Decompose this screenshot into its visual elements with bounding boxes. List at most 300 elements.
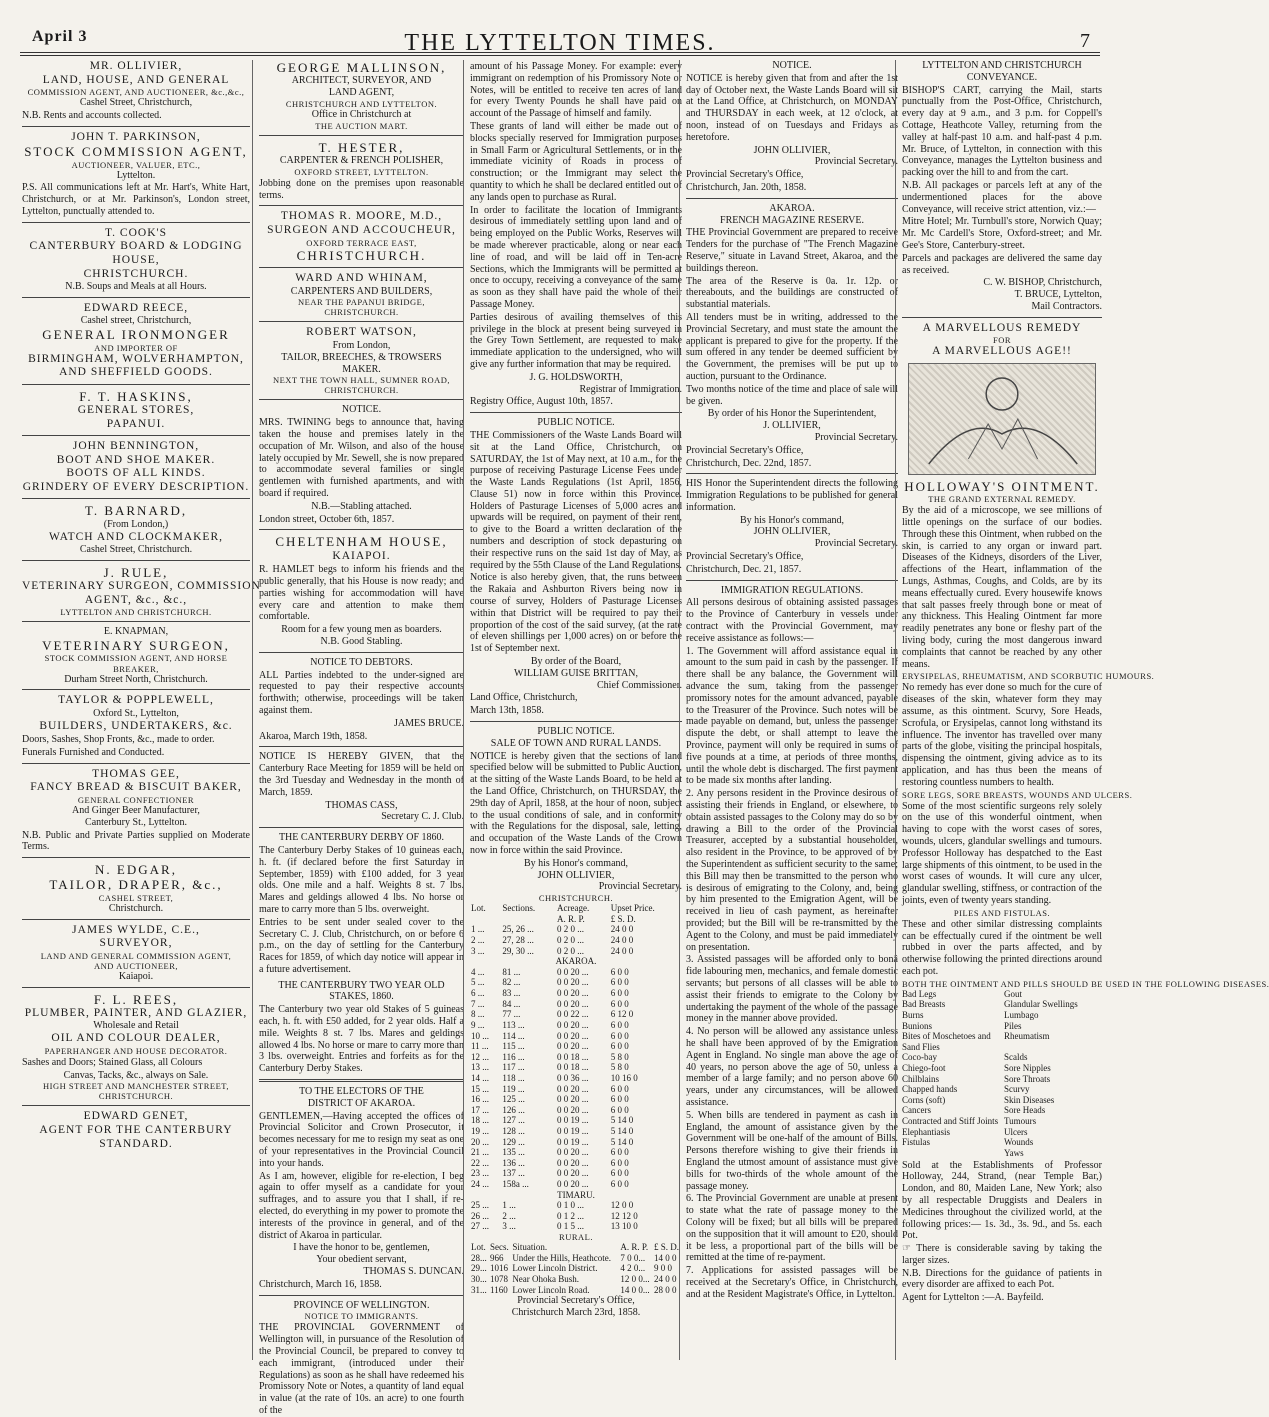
table-cell: 966: [490, 1252, 504, 1263]
divider: [259, 1079, 464, 1082]
regulation-item: 7. Applications for assisted passages will be received at the Secretary's Office, in Christchurch, and at the Resident Magistrate's Office, in Lyttelton.: [686, 1265, 898, 1300]
ad-line: Christchurch.: [108, 902, 164, 914]
table-cell: 0 2 0 ...: [556, 935, 584, 946]
ad-mallinson: [259, 60, 464, 131]
disease-item: Gout: [1004, 988, 1022, 999]
divider: [22, 621, 250, 622]
notice-body: Mitre Hotel; Mr. Turnbull's store, Norwich Quay; Mr. Mc Cardell's Store, Oxford-street; and Mr. Gee's Store, Canterbury-street.: [902, 216, 1102, 251]
notice-signature: Mail Contractors.: [1031, 300, 1102, 312]
notice-signature: THOMAS CASS,: [325, 799, 398, 811]
notice-signature: J. G. HOLDSWORTH,: [529, 371, 623, 383]
ad-subheading: ERYSIPELAS, RHEUMATISM, AND SCORBUTIC HUMOURS.: [902, 671, 1155, 682]
notice-body: THE PROVINCIAL GOVERNMENT of Wellington will, in pursuance of the Resolution of the Provincial Council, be prepared to convey to each immigrant, (introduced under their Regulations) as soon as he shall have redeemed his Promissory Note or Notes, a quantity of land equal in value (at the rate of 10s. an acre) to one fourth of the: [259, 1322, 464, 1416]
table-cell: 18 ...: [471, 1115, 489, 1126]
ad-line: BREAKER,: [113, 663, 159, 674]
allegory-engraving-icon: [909, 364, 1095, 474]
notice-note: N.B.—Stabling attached.: [311, 500, 412, 512]
notice-body: BISHOP'S CART, carrying the Mail, starts punctually from the Post-Office, Christchurch, every day at 9 a.m., and 3 p.m. for Coppell's Cottage, Heathcote Valley, returning from the valley at half-past 10 a.m. and half-past 4 p.m. Mr. Bruce, of Lyttelton, in connection with this Conveyance, manages the Lyttelton business and packing over the hill to and from the cart.: [902, 84, 1102, 179]
ad-edgar: [22, 862, 250, 914]
ad-cheltenham: [259, 534, 464, 647]
ad-line: From London,: [332, 339, 391, 351]
notice-two-year-old: [259, 980, 464, 1075]
table-cell: 6 0 0: [610, 1168, 629, 1179]
disease-item: Wounds: [1004, 1137, 1034, 1148]
table-cell: 0 1 5 ...: [556, 1221, 584, 1232]
divider: [22, 435, 250, 436]
table-row: [470, 1031, 682, 1042]
ad-name: F. L. REES,: [93, 991, 179, 1007]
table-row: [470, 1200, 682, 1211]
disease-item: Skin Diseases: [1004, 1094, 1055, 1105]
disease-item: Ulcers: [1004, 1126, 1028, 1137]
divider: [22, 297, 250, 298]
notice-body: Parties desirous of availing themselves of this privilege in the block at present being surveyed in the Grey Town Settlement, are requested to make immediate application to the undersigned, who will give any further information that may be required.: [470, 311, 682, 370]
notice-body: All tenders must be in writing, addressed to the Provincial Secretary, and must state the amount the applicant is prepared to give for the property. If the sum offered in any tender be deemed sufficient by the Government, the premises will be put up to auction, pursuant to the Ordinance.: [686, 311, 898, 382]
table-cell: 1016: [490, 1263, 509, 1274]
table-cell: 5 14 0: [610, 1126, 634, 1136]
table-cell: 117 ...: [502, 1062, 525, 1073]
table-cell: 6 0 0: [610, 988, 629, 999]
ad-line: LAND, HOUSE, AND GENERAL: [42, 73, 230, 86]
table-cell: 5 8 0: [610, 1051, 629, 1062]
table-cell: 0 0 19 ...: [556, 1126, 589, 1136]
notice-electors: [259, 1086, 464, 1291]
ad-line: CHRISTCHURCH.: [98, 1091, 174, 1102]
divider: [22, 763, 250, 764]
table-cell: 1160: [490, 1284, 508, 1295]
table-cell: 135 ...: [502, 1147, 525, 1158]
table-cell: 27 ...: [471, 1221, 489, 1232]
ad-ollivier: [22, 60, 250, 122]
ad-name: ROBERT WATSON,: [306, 326, 417, 339]
table-cell: 29...: [471, 1263, 487, 1274]
table-units-row: [470, 914, 682, 925]
divider: [259, 321, 464, 322]
ad-line: Cashel Street, Christchurch,: [79, 97, 193, 109]
notice-heading: LYTTELTON AND CHRISTCHURCH: [922, 60, 1082, 71]
table-cell: 24 0 0: [610, 924, 634, 935]
table-cell: 1078: [490, 1273, 509, 1284]
rural-lots: [470, 1253, 682, 1295]
table-cell: 82 ...: [502, 977, 521, 988]
column-1: [22, 60, 261, 1360]
table-cell: 0 0 20 ...: [556, 998, 589, 1009]
ad-note: Jobbing done on the premises upon reasonable terms.: [259, 177, 464, 201]
ad-line: CASHEL STREET,: [98, 892, 174, 903]
table-cell: 7 ...: [471, 998, 485, 1009]
ad-line: KAIAPOI.: [332, 549, 391, 562]
ad-line: Lyttelton.: [116, 169, 156, 181]
notice-body: The Canterbury Derby Stakes of 10 guineas each, h. ft. (if declared before the first Saturday in September, 1859) with £100 added, for 3 year olds. One mile and a half. Weights 8 st. 7 lbs. Mares and geldings allowed 4 lbs. No horse or mare to carry more than 5 lbs. overweight.: [259, 844, 464, 915]
table-cell: 6 0 0: [610, 1147, 629, 1158]
table-cell: 6 ...: [471, 988, 485, 999]
notice-twining: [259, 404, 464, 525]
ad-line: CHRISTCHURCH.: [324, 385, 399, 396]
table-cell: 0 0 20 ...: [556, 1147, 589, 1158]
lots-table: [470, 903, 682, 1232]
ad-line: Oxford St., Lyttelton,: [93, 707, 179, 719]
table-row: [470, 1020, 682, 1031]
notice-date: Christchurch March 23rd, 1858.: [511, 1306, 641, 1318]
notice-signature: Registrar of Immigration.: [579, 383, 682, 395]
table-cell: 3 ...: [502, 1221, 516, 1232]
ad-agent: Agent for Lyttelton :—A. Bayfeild.: [902, 1292, 1044, 1304]
notice-signature: Provincial Secretary.: [814, 431, 898, 443]
table-cell: 12 12 0: [610, 1210, 638, 1221]
table-cell: 19 ...: [471, 1126, 489, 1136]
ad-note: N.B. Rents and accounts collected.: [22, 109, 162, 121]
table-cell: 29, 30 ...: [502, 945, 534, 956]
notice-body: These grants of land will either be made out of blocks specially reserved for Immigration purposes in Small Farm or Agricultural Settlements, or in the immediate vicinity of Roads in process of construction; or the Immigrant may select the quantity to which he shall be declared entitled out of any lands open to purchase as Rural.: [470, 120, 682, 203]
notice-superintendent: [686, 478, 898, 575]
ad-name: EDWARD REECE,: [83, 301, 189, 314]
table-section-heading: CHRISTCHURCH.: [538, 893, 614, 904]
column-header: Secs.: [490, 1242, 509, 1253]
ad-genet: [22, 1110, 250, 1151]
notice-signature: Provincial Secretary's Office,: [686, 169, 804, 181]
notice-derby: [259, 832, 464, 976]
ad-note: P.S. All communications left at Mr. Hart's, White Hart, Christchurch, or at Mr. Parkinson's, London street, Lyttelton, punctually attended to.: [22, 182, 250, 218]
table-section-heading: TIMARU.: [557, 1189, 595, 1200]
notice-heading: THE CANTERBURY DERBY OF 1860.: [278, 832, 445, 844]
table-cell: 27, 28 ...: [502, 935, 534, 946]
divider: [22, 222, 250, 223]
notice-body: Parcels and packages are delivered the same day as received.: [902, 252, 1102, 276]
column-unit: A. R. P.: [556, 913, 585, 924]
divider: [22, 987, 250, 988]
ad-note: Funerals Furnished and Conducted.: [22, 747, 165, 759]
ad-line: VETERINARY SURGEON,: [42, 638, 230, 654]
table-cell: [501, 914, 556, 925]
disease-list: [902, 989, 1102, 1159]
divider: [259, 529, 464, 530]
notice-land-sale: [470, 726, 682, 1319]
ad-line: BIRMINGHAM, WOLVERHAMPTON,: [28, 352, 244, 365]
disease-item: Yaws: [1004, 1147, 1024, 1158]
ad-line: TAILOR, BREECHES, & TROWSERS: [281, 351, 442, 363]
ad-line: ARCHITECT, SURVEYOR, AND: [291, 75, 432, 87]
table-cell: 24 0 0: [653, 1273, 677, 1284]
notice-wellington: [259, 1300, 464, 1417]
table-cell: 12 0 0: [610, 1200, 634, 1211]
ad-note: Doors, Sashes, Shop Fronts, &c., made to order.: [22, 734, 215, 746]
disease-item: Glandular Swellings: [1004, 999, 1078, 1010]
table-cell: 84 ...: [502, 998, 521, 1009]
table-cell: 6 0 0: [610, 977, 629, 988]
table-row: [470, 1062, 682, 1073]
divider: [902, 317, 1102, 318]
ad-line: AGENT, &c., &c.,: [84, 593, 188, 606]
ad-note: N.B. Public and Private Parties supplied on Moderate Terms.: [22, 829, 250, 853]
column-2: [252, 60, 464, 1416]
table-cell: [470, 914, 501, 925]
notice-waste-lands-sittings: [686, 60, 898, 194]
table-row: [470, 1137, 682, 1148]
divider: [22, 560, 250, 561]
ad-line: HOUSE,: [112, 253, 160, 266]
table-cell: 83 ...: [502, 988, 521, 999]
christchurch-lots: [470, 924, 682, 956]
notice-signature: WILLIAM GUISE BRITTAN,: [514, 667, 638, 679]
ad-line: STOCK COMMISSION AGENT, AND HORSE: [44, 653, 228, 664]
table-cell: 11 ...: [471, 1041, 489, 1052]
ad-line: GENERAL IRONMONGER: [42, 327, 230, 343]
column-4: [679, 60, 898, 1360]
table-cell: 6 0 0: [610, 966, 629, 977]
ad-name: JOHN T. PARKINSON,: [71, 130, 201, 143]
ad-line: SURVEYOR,: [99, 937, 173, 950]
notice-signature: Your obedient servant,: [316, 1254, 407, 1266]
table-cell: 136 ...: [502, 1157, 525, 1168]
notice-date: Christchurch, Dec. 21, 1857.: [686, 563, 802, 575]
notice-signature: JOHN OLLIVIER,: [753, 144, 831, 156]
disease-item: Sore Throats: [1004, 1073, 1051, 1084]
notice-signature: T. BRUCE, Lyttelton,: [1014, 289, 1102, 301]
table-cell: 0 2 0 ...: [556, 945, 584, 956]
ad-body: These and other similar distressing complaints can be effectually cured if the ointment be well rubbed in over the parts affected, and by otherwise following the printed directions around each pot.: [902, 918, 1102, 977]
table-cell: 77 ...: [502, 1009, 521, 1020]
ad-ward: [259, 272, 464, 317]
table-cell: 0 0 20 ...: [556, 977, 589, 988]
notice-signature: London street, October 6th, 1857.: [259, 513, 395, 525]
table-cell: 5 14 0: [610, 1115, 634, 1126]
table-row: [470, 1274, 682, 1285]
ad-line: VETERINARY SURGEON, COMMISSION: [22, 580, 261, 593]
ad-line: CARPENTER & FRENCH POLISHER,: [279, 155, 444, 167]
notice-signature: Secretary C. J. Club.: [381, 811, 464, 823]
notice-signature: Provincial Secretary's Office,: [686, 551, 804, 563]
notice-heading: TO THE ELECTORS OF THE: [299, 1086, 424, 1098]
notice-body: The area of the Reserve is 0a. 1r. 12p. or thereabouts, and the buildings are constructed of substantial materials.: [686, 275, 898, 311]
table-cell: 127 ...: [502, 1115, 525, 1126]
notice-date: Christchurch, Dec. 22nd, 1857.: [686, 457, 812, 469]
notice-date: Christchurch, March 16, 1858.: [259, 1278, 382, 1290]
divider: [22, 857, 250, 858]
immigration-regulations: [686, 585, 898, 1301]
disease-item: Burns: [902, 1009, 924, 1020]
table-cell: 24 ...: [471, 1179, 489, 1190]
masthead: [20, 8, 1100, 56]
ad-name: TAYLOR & POPPLEWELL,: [58, 694, 214, 707]
ad-line: LAND AGENT,: [328, 87, 395, 99]
divider: [22, 498, 250, 499]
column-unit: £ S. D.: [610, 913, 636, 924]
notice-signature: J. OLLIVIER,: [763, 420, 821, 432]
ad-line: NEXT THE TOWN HALL, SUMNER ROAD,: [272, 375, 451, 386]
table-section-row: [470, 956, 682, 967]
table-cell: 6 0 0: [610, 998, 629, 1009]
table-row: [470, 1221, 682, 1232]
ad-taylor: [22, 694, 250, 759]
disease-item: Chiego-foot: [902, 1063, 946, 1074]
table-row: [470, 1285, 682, 1296]
akaroa-lots: [470, 967, 682, 1190]
table-cell: 10 ...: [471, 1030, 489, 1041]
table-row: [470, 935, 682, 946]
notice-body: Two months notice of the time and place of sale will be given.: [686, 383, 898, 407]
table-cell: 25 ...: [471, 1200, 489, 1211]
disease-item: Elephantiasis: [902, 1126, 950, 1137]
ad-name: EDWARD GENET,: [83, 1110, 189, 1123]
ad-line: AND IMPORTER OF: [94, 342, 178, 353]
table-cell: 125 ...: [502, 1094, 525, 1105]
notice-body: THE Provincial Government are prepared to receive Tenders for the purchase of "The French Magazine Reserve," situate in Lavand Street, Akaroa, and the buildings thereon.: [686, 227, 898, 274]
table-cell: 115 ...: [502, 1041, 525, 1052]
ad-heading: A MARVELLOUS REMEDY: [922, 321, 1082, 334]
column-header: Lot.: [471, 1242, 486, 1253]
ad-line: And Ginger Beer Manufacturer,: [72, 804, 200, 816]
notice-date: Christchurch, Jan. 20th, 1858.: [686, 181, 807, 193]
table-cell: 0 0 18 ...: [556, 1051, 589, 1062]
divider: [259, 399, 464, 400]
notice-body: As I am, however, eligible for re-election, I beg again to offer myself as a candidate for your suffrages, and to assure you that I shall, if re-elected, do everything in my power to promote the interests of the province in general, and of the district of Akaroa in particular.: [259, 1170, 464, 1241]
table-cell: 0 2 0 ...: [556, 924, 584, 935]
table-row: [470, 977, 682, 988]
table-cell: 0 0 20 ...: [556, 1157, 589, 1168]
notice-heading: DISTRICT OF AKAROA.: [307, 1097, 416, 1109]
table-cell: 9 ...: [471, 1019, 485, 1030]
disease-item: Tumours: [1004, 1116, 1037, 1127]
notice-heading: STAKES, 1860.: [329, 991, 394, 1003]
divider: [259, 1295, 464, 1296]
table-cell: 28...: [471, 1252, 487, 1263]
table-row: [470, 1052, 682, 1063]
disease-item: Cancers: [902, 1105, 931, 1116]
ad-line: CHRISTCHURCH.: [296, 247, 427, 263]
page-number: 7: [1080, 30, 1090, 52]
ad-name: T. HESTER,: [318, 139, 405, 155]
regulation-item: 1. The Government will afford assistance equal in amount to the sum paid in cash by the passenger. If there shall be any balance, the Government will advance the sum, taking from the passenger promissory notes for the amount advanced, payable to the Treasurer of the Province. Such notes will be made payable on demand, but, unless the passenger dispute the debt, or shall attempt to leave the Province, payment will only be required in sums of five pounds at a time, at periods of three months, until the whole debt is discharged. The first payment to be made six months after landing.: [686, 645, 898, 787]
regulation-item: 3. Assisted passages will be afforded only to bonâ fide labouring men, mechanics, and female domestic servants; but persons of all classes will be able to assist their friends to emigrate to the Colony by undertaking the payment of the whole of the passage money in the manner above provided.: [686, 954, 898, 1025]
table-cell: 31...: [471, 1284, 487, 1295]
ad-body: ☞ There is considerable saving by taking the larger sizes.: [902, 1243, 1102, 1266]
disease-item: Scalds: [1004, 1052, 1028, 1063]
table-row: [470, 1211, 682, 1222]
table-cell: 118 ...: [502, 1072, 525, 1083]
column-header: Sections.: [502, 903, 536, 914]
notice-signature: By his Honor's command,: [739, 514, 845, 526]
ad-line: Room for a few young men as boarders.: [281, 624, 442, 636]
disease-item: Coco-bay: [902, 1052, 937, 1063]
table-cell: 6 0 0: [610, 1179, 629, 1190]
table-cell: 0 0 20 ...: [556, 988, 589, 999]
table-cell: 0 0 19 ...: [556, 1136, 589, 1147]
ad-heading: FOR: [992, 335, 1012, 346]
ad-line: OXFORD STREET, LYTTELTON.: [294, 166, 429, 177]
table-cell: 4 2 0...: [620, 1263, 646, 1274]
table-cell: 15 ...: [471, 1083, 489, 1094]
disease-item: Fistulas: [902, 1137, 931, 1148]
ad-line: STANDARD.: [99, 1137, 173, 1150]
column-header: Acreage.: [556, 903, 590, 914]
ad-line: OIL AND COLOUR DEALER,: [51, 1032, 221, 1045]
notice-body: NOTICE IS HEREBY GIVEN, that the Canterbury Race Meeting for 1859 will be held on the 3rd Tuesday and Wednesday in the month of March, 1859.: [259, 751, 464, 798]
table-cell: 1 ...: [502, 1200, 516, 1211]
ad-name: GEORGE MALLINSON,: [276, 60, 447, 75]
table-cell: 0 0 22 ...: [556, 1009, 589, 1020]
table-cell: 113 ...: [502, 1019, 525, 1030]
ad-line: Canterbury St., Lyttelton.: [85, 816, 187, 828]
ad-line: LAND AND GENERAL COMMISSION AGENT,: [40, 950, 232, 961]
regulation-item: 5. When bills are tendered in payment as cash in England, the amount of assistance given by the Government will be one-half of the amount of Bills. Persons therefore wishing to give their friends in England the utmost amount of assistance must give bills for two-thirds of the whole amount of the passage money.: [686, 1109, 898, 1192]
ad-line: PLUMBER, PAINTER, AND GLAZIER,: [24, 1006, 248, 1019]
table-cell: 114 ...: [502, 1030, 525, 1041]
table-cell: 14 0 0: [653, 1252, 677, 1263]
ad-body: N.B. Directions for the guidance of patients in every disorder are affixed to each Pot.: [902, 1267, 1102, 1291]
table-cell: 0 0 18 ...: [556, 1062, 589, 1073]
disease-item: Contracted and Stiff Joints: [902, 1116, 999, 1127]
table-cell: 6 0 0: [610, 1094, 629, 1105]
table-cell: 24 0 0: [610, 945, 634, 956]
table-row: [470, 1158, 682, 1169]
table-cell: 6 0 0: [610, 1019, 629, 1030]
divider: [686, 198, 898, 199]
ad-line: Cashel Street, Christchurch.: [79, 544, 193, 556]
column-5: [895, 60, 1269, 1360]
table-cell: 6 0 0: [610, 1157, 629, 1168]
ad-body: Sold at the Establishments of Professor Holloway, 244, Strand, (near Temple Bar,) London, and 80, Maiden Lane, New York; also by all respectable Druggists and Dealers in Medicines throughout the civilized world, at the following prices:— 1s. 3d., 3s. 9d., and 5s. each Pot.: [902, 1159, 1102, 1242]
notice-body: R. HAMLET begs to inform his friends and the public generally, that his House is now ready; and parties wishing for accommodation will have every care and attention to make them comfortable.: [259, 564, 464, 623]
divider: [686, 580, 898, 581]
notice-date: Land Office, Christchurch,: [470, 692, 578, 704]
ad-line: CHRISTCHURCH.: [324, 307, 399, 318]
ad-name: THOMAS GEE,: [92, 767, 180, 780]
column-header: Lot.: [471, 903, 486, 914]
regulation-item: 2. Any persons resident in the Province desirous of assisting their friends in England, or elsewhere, to obtain assisted passages to the Colony may do so by drawing a Bill to the order of the Provincial Treasurer, accepted by a substantial householder, also resident in the Province, to be approved of by the Superintendent as sufficient security to the same; this Bill may then be transmitted to the person who is desirous of emigrating to the Colony, and, being by him presented to the Emigration Agent, will be received in lieu of cash payment, as hereinafter provided; but the Bill will be re-transmitted by the Agent to the Colony, and must be paid immediately on presentation.: [686, 788, 898, 953]
table-cell: 158a ...: [502, 1179, 529, 1190]
table-cell: 6 0 0: [610, 1030, 629, 1041]
ad-name: N. EDGAR,: [95, 862, 177, 878]
ad-subheading: PILES AND FISTULAS.: [953, 907, 1051, 918]
notice-french-magazine: [686, 203, 898, 470]
notice-heading: AKAROA.: [769, 202, 815, 214]
divider: [686, 473, 898, 474]
table-row: [470, 946, 682, 957]
disease-item: Piles: [1004, 1020, 1022, 1031]
ad-name: F. T. HASKINS,: [79, 388, 193, 404]
table-row: [470, 1041, 682, 1052]
table-cell: 0 0 20 ...: [556, 1168, 589, 1179]
ad-hester: [259, 140, 464, 202]
ad-line: Canvas, Tacks, &c., always on Sale.: [63, 1069, 209, 1081]
table-row: [470, 1147, 682, 1158]
table-cell: 5 ...: [471, 977, 485, 988]
notice-body: The Canterbury two year old Stakes of 5 guineas each, h. ft. with £50 added, for 2 year olds. Half a mile. Weights 8 st. 7 lbs. Mares and geldings allowed 4 lbs. No horse or mare to carry more than 3 lbs. overweight. Entries and forfeits as for the Canterbury Derby Stakes.: [259, 1004, 464, 1075]
notice-body: Notice is also hereby given, that, the runs between the Rakaia and Ashburton Rivers being now in course of survey, Holders of Pasturage Licenses within that District will be required to pay their proportion of the cost of the said survey, (at the rate of eleven shillings per 1,000 acres) on or before the 1st of September next.: [470, 572, 682, 655]
table-cell: 5 8 0: [610, 1062, 629, 1073]
notice-signature: Provincial Secretary's Office,: [686, 444, 804, 456]
column-3: [463, 60, 682, 1360]
ad-conveyance: [902, 60, 1102, 313]
ad-body: By the aid of a microscope, we see millions of little openings on the surface of our bodies. Through these this Ointment, when rubbed on the skin, is carried to any organ or inward part. Diseases of the Kidneys, disorders of the Liver, affections of the Heart, inflammation of the Lungs, Asthmas, Coughs, and Colds, are by its means effectually cured. Every housewife knows that salt passes freely through bone or meat of any thickness. This Healing Ointment far more readily penetrates any bone or fleshy part of the living body, curing the most dangerous inward complaints that cannot be reached by any other means.: [902, 505, 1102, 670]
table-cell: 13 ...: [471, 1062, 489, 1073]
notice-signature: Chief Commissioner.: [597, 679, 682, 691]
ad-line: GENERAL STORES,: [77, 404, 195, 417]
notice-heading: NOTICE.: [772, 60, 812, 71]
notice-signature: By order of his Honor the Superintendent,: [707, 408, 877, 420]
ad-line: CHRISTCHURCH AND LYTTELTON.: [285, 98, 438, 109]
table-cell: 0 0 20 ...: [556, 1019, 589, 1030]
rural-lots-table: [470, 1242, 682, 1295]
timaru-lots: [470, 1200, 682, 1232]
ad-line: PAPERHANGER AND HOUSE DECORATOR.: [44, 1045, 228, 1056]
table-cell: 0 0 20 ...: [556, 1094, 589, 1105]
disease-item: Rheumatism: [1004, 1031, 1050, 1042]
table-cell: 12 ...: [471, 1051, 489, 1062]
table-row: [470, 1179, 682, 1190]
notice-wellington-continued: [470, 61, 682, 408]
table-cell: 129 ...: [502, 1136, 525, 1147]
